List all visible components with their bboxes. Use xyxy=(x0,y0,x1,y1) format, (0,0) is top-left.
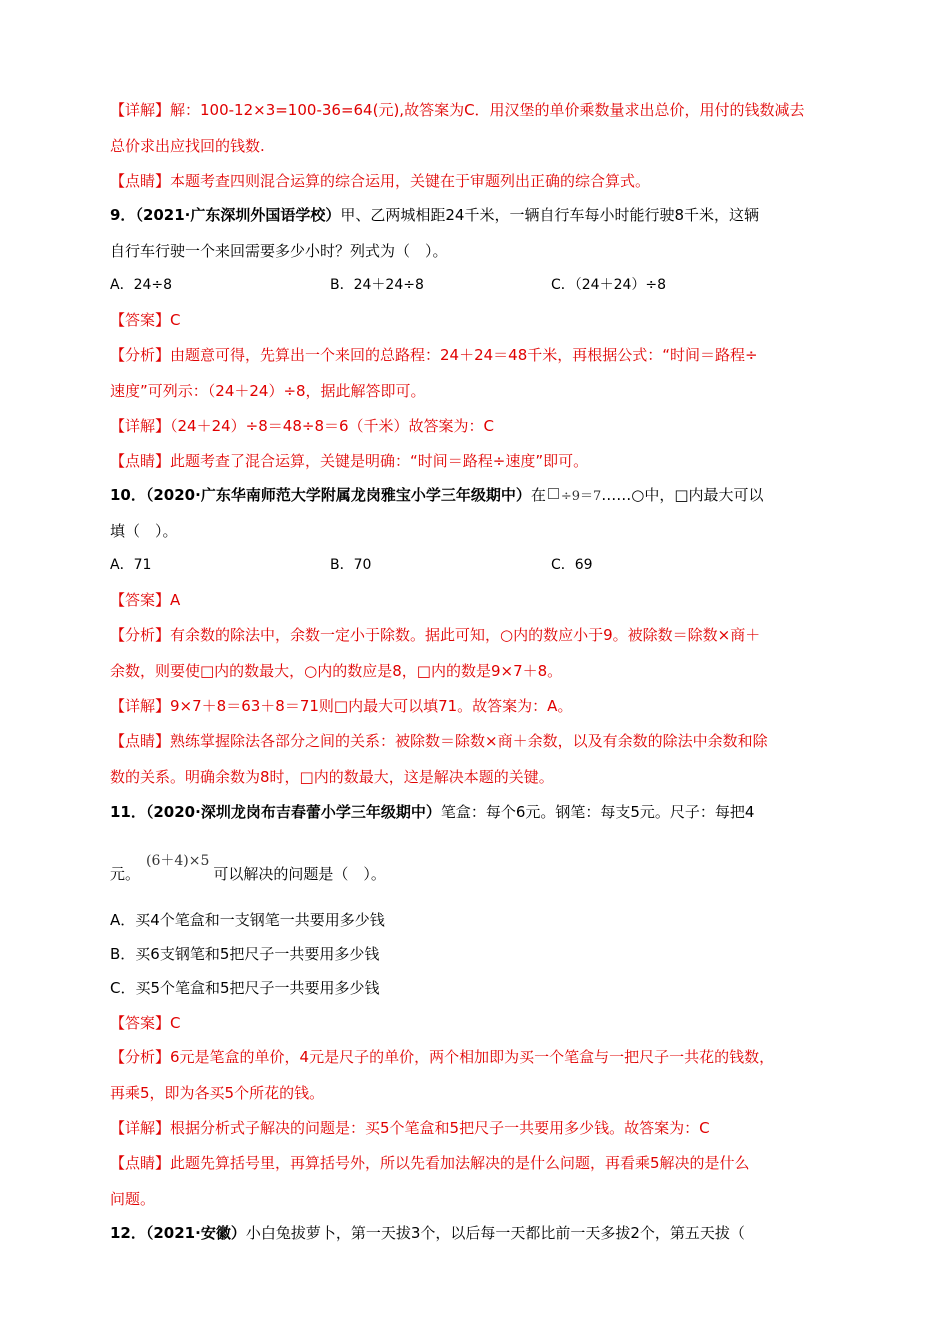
q12-stem-text: 小白兔拔萝卜，第一天拔3个，以后每一天都比前一天多拔2个，第五天拔（ xyxy=(245,1224,745,1242)
q11-analysis-line2: 再乘5，即为各买5个所花的钱。 xyxy=(110,1084,325,1102)
q10-formula: ÷9＝7 xyxy=(560,489,602,504)
q9-number: 9． xyxy=(110,206,136,224)
q10-stem-pre: 在 xyxy=(530,486,546,504)
q11-source: （2020·深圳龙岗布吉春蕾小学三年级期中） xyxy=(145,803,441,821)
q9-stem-line2: 自行车行驶一个来回需要多少小时？列式为（ ）。 xyxy=(110,242,448,260)
q11-detail: 【详解】根据分析式子解决的问题是：买5个笔盒和5把尺子一共要用多少钱。故答案为：C xyxy=(110,1119,710,1137)
q9-comment: 【点睛】此题考查了混合运算，关键是明确：“时间＝路程÷速度”即可。 xyxy=(110,452,589,470)
q12-source: （2021·安徽） xyxy=(145,1224,246,1242)
q9-stem-text: 甲、乙两城相距24千米，一辆自行车每小时能行驶8千米，这辆 xyxy=(340,206,760,224)
q12-number: 12． xyxy=(110,1224,146,1242)
q10-option-a: A．71 xyxy=(110,557,152,573)
q11-stem-line1 xyxy=(110,802,754,822)
q11-answer: 【答案】C xyxy=(110,1014,181,1032)
q8-comment: 【点睛】本题考查四则混合运算的综合运用，关键在于审题列出正确的综合算式。 xyxy=(110,172,651,190)
q10-detail: 【详解】9×7＋8＝63＋8＝71则□内最大可以填71。故答案为：A。 xyxy=(110,697,573,715)
q11-option-a: A．买4个笔盒和一支钢笔一共要用多少钱 xyxy=(110,911,385,929)
q12-stem-line1 xyxy=(110,1223,745,1243)
q11-stem-pre: 元。 xyxy=(110,865,141,883)
q11-analysis-line1: 【分析】6元是笔盒的单价，4元是尺子的单价，两个相加即为买一个笔盒与一把尺子一共花的钱数， xyxy=(110,1048,775,1066)
q8-detail-line1: 【详解】解：100-12×3=100-36=64(元),故答案为C．用汉堡的单价乘数量求出总价，用付的钱数减去 xyxy=(110,101,805,119)
q9-option-a: A．24÷8 xyxy=(110,277,173,293)
q9-option-c: C．（24＋24）÷8 xyxy=(551,277,667,293)
q11-option-b: B．买6支钢笔和5把尺子一共要用多少钱 xyxy=(110,945,380,963)
q11-formula: (6＋4)×5 xyxy=(146,853,210,869)
q9-detail: 【详解】（24＋24）÷8＝48÷8＝6（千米）故答案为：C xyxy=(110,417,495,435)
q10-comment-line1: 【点睛】熟练掌握除法各部分之间的关系：被除数＝除数×商＋余数，以及有余数的除法中余数和除 xyxy=(110,732,768,750)
q10-stem-post: ……○中，□内最大可以 xyxy=(601,486,764,504)
q8-detail-line2: 总价求出应找回的钱数. xyxy=(110,137,265,155)
q9-stem-line1 xyxy=(110,205,759,225)
q10-stem-line2: 填（ ）。 xyxy=(110,522,178,540)
q10-comment-line2: 数的关系。明确余数为8时，□内的数最大，这是解决本题的关键。 xyxy=(110,768,554,786)
q11-comment-line2: 问题。 xyxy=(110,1190,156,1208)
q11-stem-line2 xyxy=(110,853,386,885)
q9-analysis-line1: 【分析】由题意可得，先算出一个来回的总路程：24＋24＝48千米，再根据公式：“时间＝路程÷ xyxy=(110,346,758,364)
q11-option-c: C．买5个笔盒和5把尺子一共要用多少钱 xyxy=(110,979,380,997)
q11-comment-line1: 【点睛】此题先算括号里，再算括号外，所以先看加法解决的是什么问题，再看乘5解决的是什么 xyxy=(110,1154,750,1172)
q9-answer: 【答案】C xyxy=(110,311,181,329)
q10-stem-line1 xyxy=(110,485,764,507)
q10-answer: 【答案】A xyxy=(110,591,181,609)
q10-analysis-line2: 余数，则要使□内的数最大，○内的数应是8，□内的数是9×7＋8。 xyxy=(110,662,563,680)
q9-option-b: B．24＋24÷8 xyxy=(330,277,424,293)
blank-square-icon xyxy=(548,488,559,499)
q11-stem-text: 笔盒：每个6元。钢笔：每支5元。尺子：每把4 xyxy=(440,803,755,821)
q10-source: （2020·广东华南师范大学附属龙岗雅宝小学三年级期中） xyxy=(145,486,531,504)
q9-source: （2021·广东深圳外国语学校） xyxy=(135,206,341,224)
q10-number: 10． xyxy=(110,486,146,504)
q11-stem-post: 可以解决的问题是（ ）。 xyxy=(213,865,386,883)
q9-analysis-line2: 速度”可列示：（24＋24）÷8，据此解答即可。 xyxy=(110,382,426,400)
q11-number: 11． xyxy=(110,803,146,821)
q10-option-c: C．69 xyxy=(551,557,593,573)
q10-analysis-line1: 【分析】有余数的除法中，余数一定小于除数。据此可知，○内的数应小于9。被除数＝除数×商＋ xyxy=(110,626,761,644)
q10-option-b: B．70 xyxy=(330,557,372,573)
